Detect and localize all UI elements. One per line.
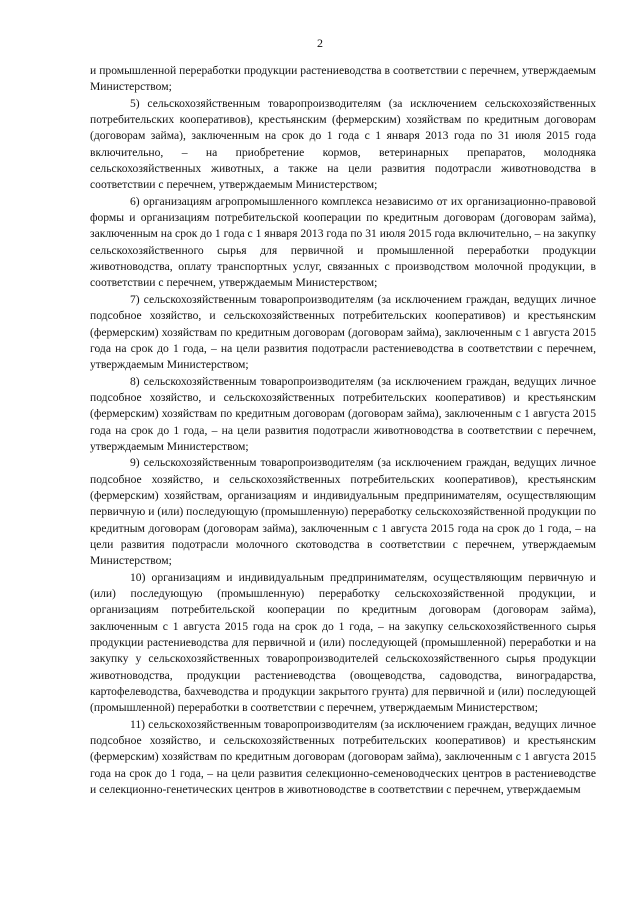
paragraph-item-5: 5) сельскохозяйственным товаропроизводителям (за исключением сельскохозяйственных потребительских кооперативов), крестьянским (фермерским) хозяйствам по кредитным договорам (договорам займа), заключенным на срок до 1 года с 1 января 2013 года по 31 июля 2015 года включительно, – на приобретение кормов, ветеринарных препаратов, молодняка сельскохозяйственных животных, а также на цели развития подотрасли животноводства в соответствии с перечнем, утверждаемым Министерством;	[90, 96, 596, 192]
paragraph-item-10: 10) организациям и индивидуальным предпринимателям, осуществляющим первичную и (или) последующую (промышленную) переработку сельскохозяйственной продукции, и организациям потребительской кооперации по кредитным договорам (договорам займа), заключенным с 1 августа 2015 года на срок до 1 года, – на закупку сельскохозяйственного сырья продукции растениеводства для первичной и (или) последующей (промышленной) переработки и на закупку у сельскохозяйственных товаропроизводителей сельскохозяйственного сырья продукции животноводства, продукции растениеводства (овощеводства, садоводства, виноградарства, картофелеводства, бахчеводства и продукции закрытого грунта) для первичной и (или) последующей (промышленной) переработки в соответствии с перечнем, утверждаемым Министерством;	[90, 570, 596, 715]
paragraph-item-6: 6) организациям агропромышленного комплекса независимо от их организационно-правовой формы и организациям потребительской кооперации по кредитным договорам (договорам займа), заключенным на срок до 1 года с 1 января 2013 года по 31 июля 2015 года включительно, – на закупку сельскохозяйственного сырья для первичной и промышленной переработки продукции животноводства, оплату транспортных услуг, связанных с производством молочной продукции, в соответствии с перечнем, утверждаемым Министерством;	[90, 194, 596, 290]
page-number: 2	[317, 36, 323, 50]
paragraph-item-7: 7) сельскохозяйственным товаропроизводителям (за исключением граждан, ведущих личное подсобное хозяйство, и сельскохозяйственных потребительских кооперативов) и крестьянским (фермерским) хозяйствам по кредитным договорам (договорам займа), заключенным с 1 августа 2015 года на срок до 1 года, – на цели развития подотрасли растениеводства в соответствии с перечнем, утверждаемым Министерством;	[90, 292, 596, 372]
paragraph-continuation: и промышленной переработки продукции растениеводства в соответствии с перечнем, утверждаемым Министерством;	[90, 64, 596, 94]
document-body	[90, 63, 596, 798]
paragraph-item-11: 11) сельскохозяйственным товаропроизводителям (за исключением граждан, ведущих личное подсобное хозяйство, и сельскохозяйственных потребительских кооперативов) и крестьянским (фермерским) хозяйствам по кредитным договорам (договорам займа), заключенным с 1 августа 2015 года на срок до 1 года, – на цели развития селекционно-семеноводческих центров в растениеводстве и селекционно-генетических центров в животноводстве в соответствии с перечнем, утверждаемым	[90, 717, 596, 797]
paragraph-item-9: 9) сельскохозяйственным товаропроизводителям (за исключением граждан, ведущих личное подсобное хозяйство, и сельскохозяйственных потребительских кооперативов), крестьянским (фермерским) хозяйствам, организациям и индивидуальным предпринимателям, осуществляющим первичную и (или) последующую (промышленную) переработку сельскохозяйственной продукции по кредитным договорам (договорам займа), заключенным с 1 августа 2015 года на срок до 1 года, – на цели развития подотрасли молочного скотоводства в соответствии с перечнем, утверждаемым Министерством;	[90, 456, 596, 568]
paragraph-item-8: 8) сельскохозяйственным товаропроизводителям (за исключением граждан, ведущих личное подсобное хозяйство, и сельскохозяйственных потребительских кооперативов) и крестьянским (фермерским) хозяйствам по кредитным договорам (договорам займа), заключенным с 1 августа 2015 года на срок до 1 года, – на цели развития подотрасли животноводства в соответствии с перечнем, утверждаемым Министерством;	[90, 374, 596, 453]
